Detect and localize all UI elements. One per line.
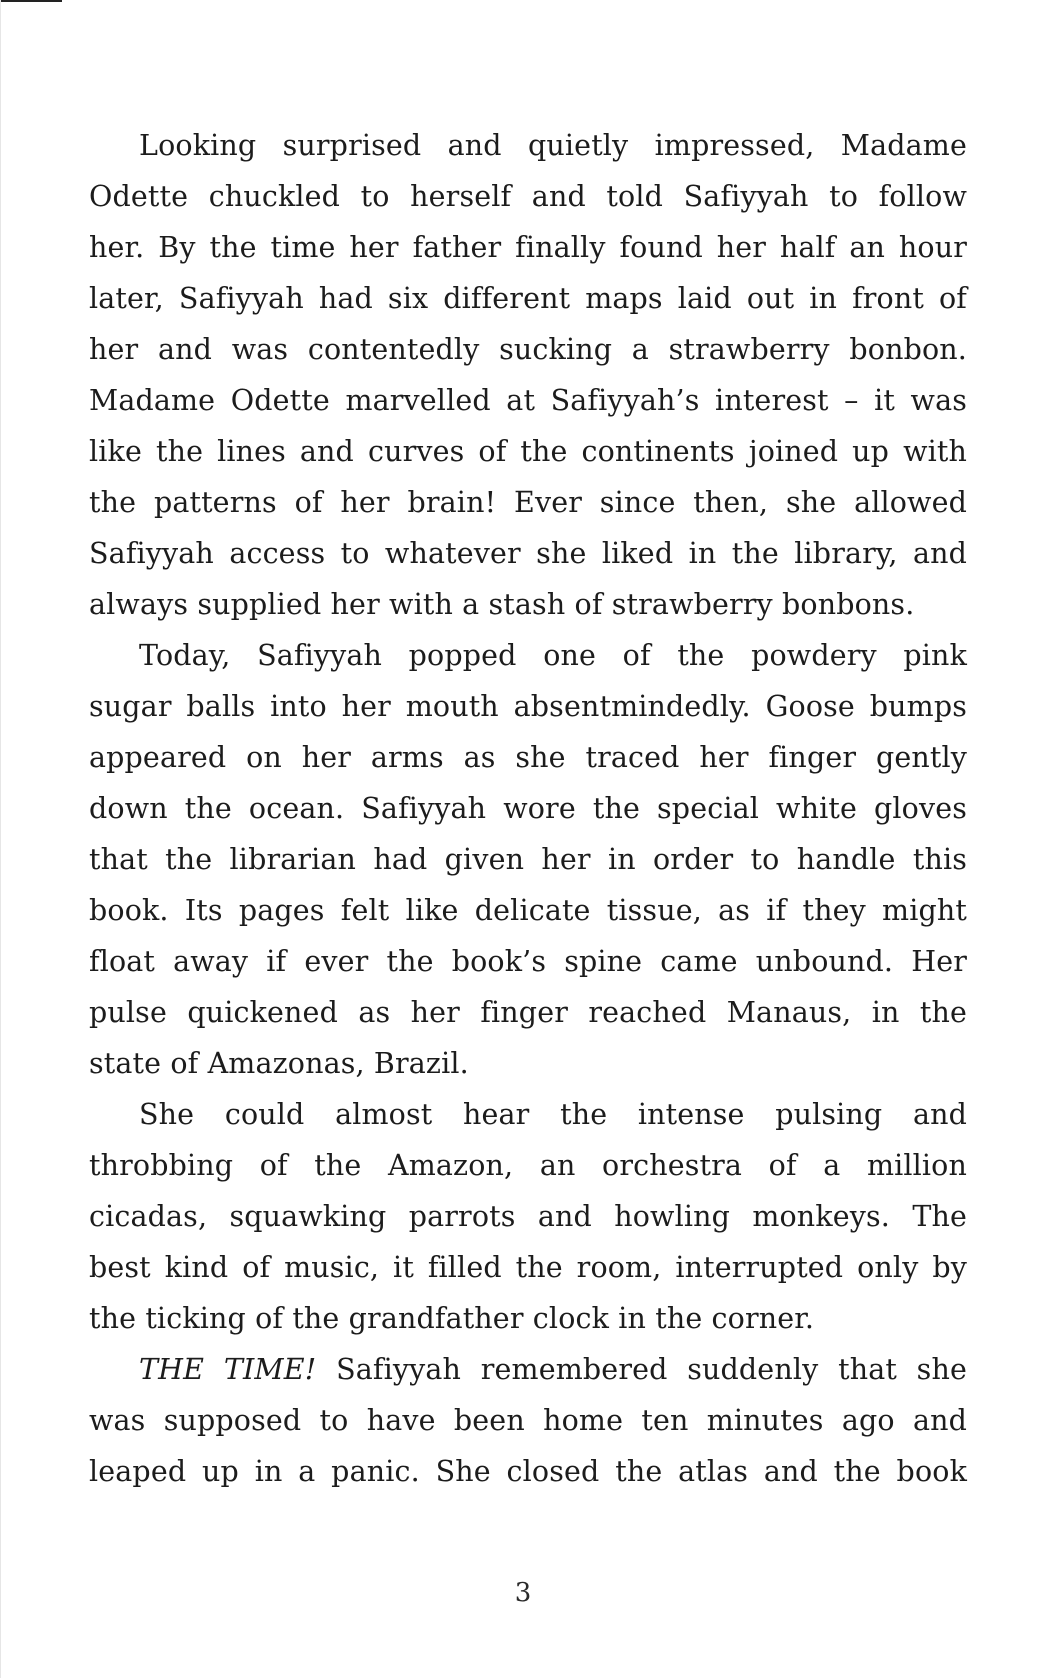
text-line: float away if ever the book’s spine came unbound. Her: [89, 945, 967, 978]
italic-exclamation: THE TIME!: [139, 1353, 317, 1386]
text-line: throbbing of the Amazon, an orchestra of a million: [89, 1149, 967, 1182]
body-text: [89, 120, 967, 1497]
text-line: pulse quickened as her finger reached Manaus, in the: [89, 996, 967, 1029]
text-line: always supplied her with a stash of strawberry bonbons.: [89, 588, 915, 621]
paragraph-4: [89, 1344, 967, 1497]
text-line: Today, Safiyyah popped one of the powdery pink: [139, 639, 967, 672]
text-line: that the librarian had given her in order to handle this: [89, 843, 967, 876]
text-line: cicadas, squawking parrots and howling monkeys. The: [89, 1200, 967, 1233]
text-line: later, Safiyyah had six different maps laid out in front of: [89, 282, 967, 315]
text-line: like the lines and curves of the continents joined up with: [89, 435, 967, 468]
text-line: Madame Odette marvelled at Safiyyah’s interest – it was: [89, 384, 967, 417]
text-line: [89, 1344, 967, 1395]
text-line: She could almost hear the intense pulsing and: [139, 1098, 967, 1131]
text-line: down the ocean. Safiyyah wore the special white gloves: [89, 792, 967, 825]
text-line-rest: Safiyyah remembered suddenly that she: [336, 1353, 967, 1386]
text-line: her and was contentedly sucking a strawberry bonbon.: [89, 333, 967, 366]
text-line: sugar balls into her mouth absentmindedly. Goose bumps: [89, 690, 967, 723]
text-line: Looking surprised and quietly impressed, Madame: [139, 129, 967, 162]
page-top-edge-mark: [0, 0, 62, 2]
text-line: state of Amazonas, Brazil.: [89, 1047, 469, 1080]
page-side-edge: [0, 0, 1, 1678]
text-line: her. By the time her father finally found her half an hour: [89, 231, 967, 264]
text-line: Safiyyah access to whatever she liked in the library, and: [89, 537, 967, 570]
text-line: the ticking of the grandfather clock in the corner.: [89, 1302, 815, 1335]
text-line: leaped up in a panic. She closed the atlas and the book: [89, 1455, 967, 1488]
text-line: Odette chuckled to herself and told Safiyyah to follow: [89, 180, 967, 213]
paragraph-3: [89, 1089, 967, 1344]
page-number: 3: [514, 1578, 532, 1608]
text-line: best kind of music, it filled the room, interrupted only by: [89, 1251, 967, 1284]
text-line: was supposed to have been home ten minutes ago and: [89, 1404, 967, 1437]
paragraph-2: [89, 630, 967, 1089]
text-line: book. Its pages felt like delicate tissue, as if they might: [89, 894, 967, 927]
text-line: appeared on her arms as she traced her finger gently: [89, 741, 967, 774]
text-line: the patterns of her brain! Ever since then, she allowed: [89, 486, 967, 519]
paragraph-1: [89, 120, 967, 630]
